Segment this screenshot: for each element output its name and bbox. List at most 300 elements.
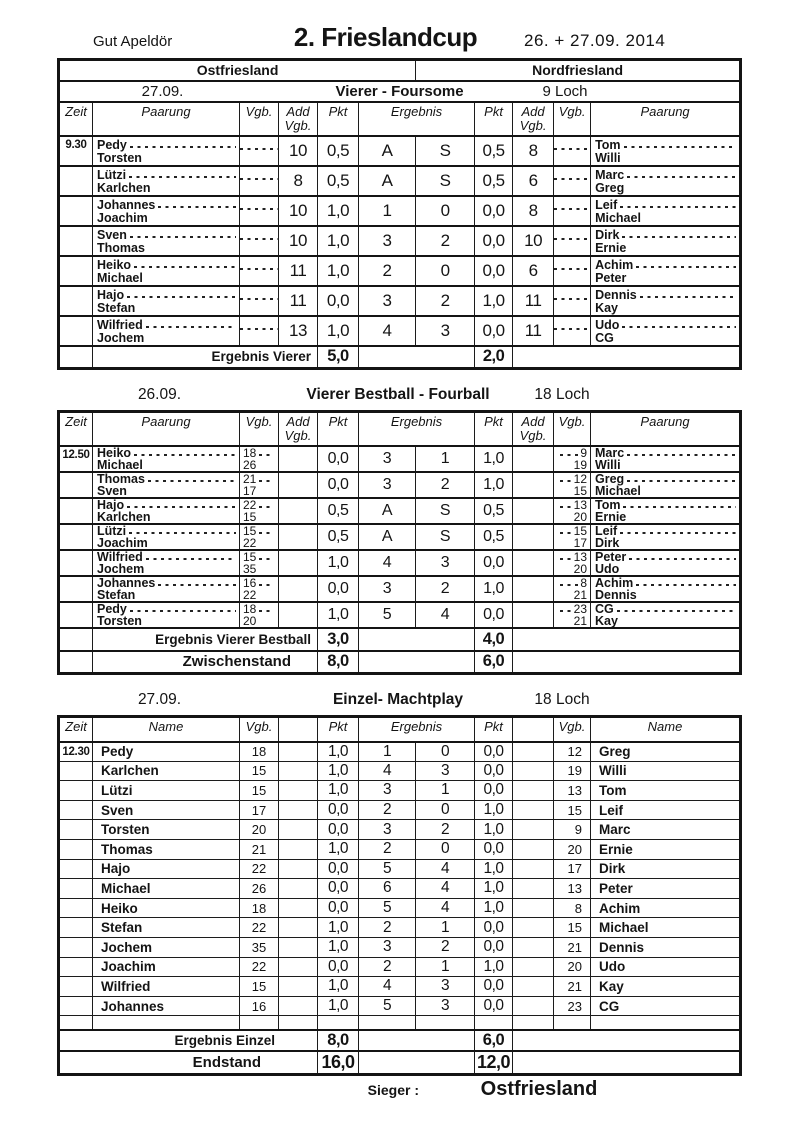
result-up: A <box>359 136 416 166</box>
handicap-dots <box>554 136 591 166</box>
subtotal-row <box>59 651 741 674</box>
pair-names <box>591 227 739 255</box>
points-left: 0,0 <box>318 576 359 602</box>
handicap: 16 <box>243 576 257 590</box>
tee-time <box>59 286 93 316</box>
col-paarung-right: Paarung <box>591 102 741 136</box>
player-name-right: Udo <box>591 957 741 977</box>
result-remaining: 2 <box>416 576 475 602</box>
result-label: Ergebnis Einzel <box>59 1030 318 1051</box>
handicap-left: 22 <box>240 859 279 879</box>
player-name-right: Peter <box>591 879 741 899</box>
points-left: 1,0 <box>318 937 359 957</box>
winner-name: Ostfriesland <box>480 1077 598 1100</box>
round-holes: 18 Loch <box>534 386 590 403</box>
player-name-right: Michael <box>591 918 741 938</box>
club-name: Gut Apeldör <box>93 33 173 50</box>
player-name-left: Michael <box>93 879 240 899</box>
tee-time: 12.30 <box>59 742 93 762</box>
event-date: 26. + 27.09. 2014 <box>524 31 666 50</box>
col-pkt-right: Pkt <box>475 717 513 742</box>
player-name: Karlchen <box>97 180 151 195</box>
player-name: CG <box>595 602 614 616</box>
handicap-left: 22 <box>240 918 279 938</box>
points-right: 0,0 <box>475 550 513 576</box>
add-handicap-left <box>279 498 318 524</box>
col-pkt-right: Pkt <box>475 412 513 446</box>
player-name-left: Hajo <box>93 859 240 879</box>
dotted-leader <box>130 610 236 612</box>
pair-names <box>591 551 739 575</box>
handicap: 18 <box>243 446 257 460</box>
pair-names <box>93 447 239 471</box>
handicap: 20 <box>243 613 257 628</box>
handicap: 12 <box>573 472 587 486</box>
pair-names <box>93 603 239 627</box>
result-remaining: 3 <box>416 316 475 346</box>
tee-time <box>59 898 93 918</box>
add-handicap-right: 11 <box>513 316 554 346</box>
col-addvgb-right: Add Vgb. <box>513 412 554 446</box>
handicap-pair <box>554 576 591 602</box>
add-handicap-right <box>513 761 554 781</box>
singles-row <box>59 761 741 781</box>
final-points-left: 16,0 <box>318 1051 359 1075</box>
col-addvgb-right: Add Vgb. <box>513 102 554 136</box>
result-remaining: 0 <box>416 196 475 226</box>
col-addvgb-left <box>279 717 318 742</box>
pairing-left <box>93 446 240 472</box>
result-up: 3 <box>359 937 416 957</box>
player-name: Dirk <box>595 535 620 550</box>
points-right: 1,0 <box>475 957 513 977</box>
pairing-right <box>591 472 741 498</box>
add-handicap-right: 6 <box>513 256 554 286</box>
pair-names <box>591 525 739 549</box>
player-name: Kay <box>595 300 619 315</box>
points-right: 1,0 <box>475 898 513 918</box>
result-up: 4 <box>359 550 416 576</box>
add-handicap-left <box>279 761 318 781</box>
dotted-leader <box>259 558 274 560</box>
player-name-right: Greg <box>591 742 741 762</box>
dotted-leader <box>240 238 278 240</box>
pairing-row <box>59 576 741 602</box>
pairing-right <box>591 316 741 346</box>
handicap: 22 <box>243 587 257 602</box>
handicap-right: 20 <box>554 957 591 977</box>
dotted-leader <box>627 454 736 456</box>
handicap-left: 15 <box>240 781 279 801</box>
result-up: 3 <box>359 286 416 316</box>
dotted-leader <box>259 532 274 534</box>
player-name-right: Ernie <box>591 839 741 859</box>
tee-time <box>59 937 93 957</box>
handicap-left: 16 <box>240 996 279 1016</box>
handicap-right: 21 <box>554 977 591 997</box>
points-right: 0,0 <box>475 977 513 997</box>
result-remaining: 3 <box>416 996 475 1016</box>
pair-names <box>93 551 239 575</box>
tee-time <box>59 226 93 256</box>
dotted-leader <box>240 268 278 270</box>
round-info-row <box>59 81 741 102</box>
dotted-leader <box>158 206 236 208</box>
add-handicap-left <box>279 550 318 576</box>
player-name: Achim <box>595 576 634 590</box>
singles-row <box>59 879 741 899</box>
handicap: 15 <box>243 509 257 524</box>
handicap: 21 <box>573 613 587 628</box>
result-remaining: 3 <box>416 550 475 576</box>
handicap: 15 <box>243 524 257 538</box>
handicap-right: 23 <box>554 996 591 1016</box>
player-name: Thomas <box>97 472 145 486</box>
col-pkt-left: Pkt <box>318 102 359 136</box>
dotted-leader <box>554 208 590 210</box>
singles-row <box>59 977 741 997</box>
points-left: 1,0 <box>318 918 359 938</box>
tee-time <box>59 256 93 286</box>
add-handicap-left <box>279 781 318 801</box>
add-handicap-right: 10 <box>513 226 554 256</box>
handicap-left: 18 <box>240 898 279 918</box>
handicap-left: 21 <box>240 839 279 859</box>
player-name: Kay <box>595 613 618 628</box>
result-remaining: 1 <box>416 957 475 977</box>
pair-names <box>93 317 239 345</box>
dotted-leader <box>636 584 736 586</box>
add-handicap-right <box>513 820 554 840</box>
player-name: Johannes <box>97 197 156 212</box>
player-name: Karlchen <box>97 509 151 524</box>
player-name: Lützi <box>97 167 127 182</box>
handicap: 15 <box>573 483 587 498</box>
dotted-leader <box>617 610 736 612</box>
singles-row <box>59 918 741 938</box>
pairing-right <box>591 498 741 524</box>
handicap-dots <box>240 196 279 226</box>
add-handicap-left: 10 <box>279 136 318 166</box>
points-right: 1,0 <box>475 820 513 840</box>
handicap-pair <box>554 524 591 550</box>
pair-names <box>93 499 239 523</box>
player-name-left: Karlchen <box>93 761 240 781</box>
result-remaining: S <box>416 166 475 196</box>
handicap: 35 <box>243 561 257 576</box>
dotted-leader <box>624 146 737 148</box>
points-right: 0,0 <box>475 742 513 762</box>
tee-time <box>59 166 93 196</box>
player-name: Joachim <box>97 535 148 550</box>
player-name: Ernie <box>595 240 627 255</box>
singles-row <box>59 742 741 762</box>
pair-names <box>591 317 739 345</box>
handicap: 20 <box>573 509 587 524</box>
handicap-pair <box>554 550 591 576</box>
handicap: 8 <box>580 576 587 590</box>
team-left: Ostfriesland <box>59 60 416 81</box>
dotted-leader <box>560 558 573 560</box>
player-name: Hajo <box>97 498 125 512</box>
result-remaining: 3 <box>416 977 475 997</box>
add-handicap-left <box>279 742 318 762</box>
player-name: Thomas <box>97 240 145 255</box>
col-vgb-left: Vgb. <box>240 412 279 446</box>
round-date: 27.09. <box>137 691 182 708</box>
handicap-right: 9 <box>554 820 591 840</box>
dotted-leader <box>554 268 590 270</box>
final-points-right: 12,0 <box>475 1051 513 1075</box>
player-name: Michael <box>595 210 641 225</box>
player-name-left: Wilfried <box>93 977 240 997</box>
dotted-leader <box>129 176 236 178</box>
handicap-right: 17 <box>554 859 591 879</box>
result-up: A <box>359 524 416 550</box>
pairing-left <box>93 136 240 166</box>
tee-time <box>59 550 93 576</box>
dotted-leader <box>554 178 590 180</box>
result-remaining: 4 <box>416 879 475 899</box>
dotted-leader <box>622 326 736 328</box>
pairing-row <box>59 166 741 196</box>
result-up: 2 <box>359 800 416 820</box>
add-handicap-right <box>513 550 554 576</box>
team-row <box>59 60 741 81</box>
col-name-left: Name <box>93 717 240 742</box>
team-right: Nordfriesland <box>416 60 741 81</box>
dotted-leader <box>146 558 236 560</box>
pairing-row <box>59 498 741 524</box>
dotted-leader <box>640 296 736 298</box>
handicap: 22 <box>243 535 257 550</box>
dotted-leader <box>130 146 236 148</box>
col-paarung-left: Paarung <box>93 412 240 446</box>
points-left: 1,0 <box>318 256 359 286</box>
tee-time <box>59 602 93 628</box>
result-remaining: 1 <box>416 918 475 938</box>
add-handicap-left: 8 <box>279 166 318 196</box>
singles-row <box>59 898 741 918</box>
dotted-leader <box>134 454 236 456</box>
col-addvgb-right <box>513 717 554 742</box>
add-handicap-left <box>279 576 318 602</box>
dotted-leader <box>554 238 590 240</box>
pairing-left <box>93 196 240 226</box>
player-name: Achim <box>595 257 634 272</box>
dotted-leader <box>560 532 573 534</box>
result-remaining: 0 <box>416 800 475 820</box>
handicap-dots <box>554 166 591 196</box>
points-left: 0,0 <box>318 879 359 899</box>
player-name-left: Torsten <box>93 820 240 840</box>
pairing-row <box>59 472 741 498</box>
player-name: Udo <box>595 561 620 576</box>
player-name-left: Jochem <box>93 937 240 957</box>
add-handicap-left <box>279 839 318 859</box>
pair-names <box>93 257 239 285</box>
add-handicap-right <box>513 800 554 820</box>
points-right: 0,0 <box>475 781 513 801</box>
col-vgb-right: Vgb. <box>554 412 591 446</box>
dotted-leader <box>148 480 236 482</box>
tee-time <box>59 781 93 801</box>
result-remaining: S <box>416 498 475 524</box>
player-name-left: Johannes <box>93 996 240 1016</box>
player-name: Michael <box>97 457 143 472</box>
col-paarung-right: Paarung <box>591 412 741 446</box>
player-name: Jochem <box>97 330 145 345</box>
handicap-dots <box>240 166 279 196</box>
pairing-left <box>93 226 240 256</box>
add-handicap-left <box>279 977 318 997</box>
singles-row <box>59 839 741 859</box>
dotted-leader <box>554 328 590 330</box>
pair-names <box>93 197 239 225</box>
dotted-leader <box>560 584 579 586</box>
points-right: 0,5 <box>475 166 513 196</box>
col-zeit: Zeit <box>59 717 93 742</box>
col-zeit: Zeit <box>59 412 93 446</box>
add-handicap-left <box>279 446 318 472</box>
subtotal-points-right: 6,0 <box>475 651 513 674</box>
add-handicap-left <box>279 996 318 1016</box>
add-handicap-left: 10 <box>279 196 318 226</box>
player-name-right: Dirk <box>591 859 741 879</box>
handicap: 20 <box>573 561 587 576</box>
points-right: 0,0 <box>475 918 513 938</box>
player-name-left: Sven <box>93 800 240 820</box>
dotted-leader <box>623 506 736 508</box>
col-ergebnis: Ergebnis <box>359 102 475 136</box>
result-label: Ergebnis Vierer <box>93 346 318 369</box>
handicap-pair <box>240 472 279 498</box>
singles-row <box>59 820 741 840</box>
player-name: Heiko <box>97 257 132 272</box>
dotted-leader <box>158 584 236 586</box>
points-left: 1,0 <box>318 761 359 781</box>
round-date: 27.09. <box>141 82 184 100</box>
dotted-leader <box>240 148 278 150</box>
player-name: Leif <box>595 524 618 538</box>
pair-names <box>591 603 739 627</box>
dotted-leader <box>620 206 736 208</box>
handicap-right: 20 <box>554 839 591 859</box>
add-handicap-right <box>513 742 554 762</box>
points-left: 0,5 <box>318 524 359 550</box>
subtotal-points-left: 8,0 <box>318 651 359 674</box>
player-name: Udo <box>595 317 620 332</box>
result-up: 1 <box>359 196 416 226</box>
final-label: Endstand <box>59 1051 318 1075</box>
pairing-right <box>591 286 741 316</box>
page-title: 2. Frieslandcup <box>293 22 478 52</box>
handicap: 9 <box>580 446 587 460</box>
pair-names <box>591 197 739 225</box>
player-name-left: Thomas <box>93 839 240 859</box>
pairing-left <box>93 316 240 346</box>
points-right: 0,5 <box>475 498 513 524</box>
pair-names <box>591 167 739 195</box>
pairing-right <box>591 550 741 576</box>
handicap-pair <box>554 602 591 628</box>
result-up: 3 <box>359 226 416 256</box>
player-name: Peter <box>595 550 627 564</box>
player-name-right: Achim <box>591 898 741 918</box>
player-name: Wilfried <box>97 317 143 332</box>
result-up: 1 <box>359 742 416 762</box>
handicap-dots <box>240 316 279 346</box>
result-up: 5 <box>359 898 416 918</box>
result-row-bestball <box>59 628 741 651</box>
handicap: 22 <box>243 498 257 512</box>
result-up: 5 <box>359 859 416 879</box>
pair-names <box>93 287 239 315</box>
result-remaining: 4 <box>416 898 475 918</box>
handicap-left: 22 <box>240 957 279 977</box>
player-name: Pedy <box>97 602 127 616</box>
dotted-leader <box>560 480 573 482</box>
player-name: Heiko <box>97 446 132 460</box>
handicap-right: 15 <box>554 800 591 820</box>
points-left: 0,0 <box>318 286 359 316</box>
pair-names <box>591 577 739 601</box>
result-up: 3 <box>359 446 416 472</box>
player-name: Hajo <box>97 287 125 302</box>
bestball-section-header <box>57 386 739 406</box>
handicap: 15 <box>243 550 257 564</box>
column-header-row <box>59 412 741 446</box>
handicap-dots <box>554 226 591 256</box>
tee-time <box>59 498 93 524</box>
handicap-right: 13 <box>554 781 591 801</box>
add-handicap-right <box>513 996 554 1016</box>
add-handicap-right <box>513 977 554 997</box>
pairing-left <box>93 256 240 286</box>
points-left: 0,0 <box>318 859 359 879</box>
round-title: Vierer Bestball - Fourball <box>306 386 490 403</box>
add-handicap-right <box>513 446 554 472</box>
pairing-left <box>93 602 240 628</box>
player-name: Marc <box>595 167 625 182</box>
pairing-right <box>591 136 741 166</box>
result-remaining: 0 <box>416 742 475 762</box>
dotted-leader <box>259 506 274 508</box>
result-row-foursome <box>59 346 741 369</box>
result-remaining: 2 <box>416 472 475 498</box>
tee-time: 9.30 <box>59 136 93 166</box>
singles-row <box>59 781 741 801</box>
result-remaining: 0 <box>416 256 475 286</box>
pairing-row <box>59 602 741 628</box>
dotted-leader <box>636 266 736 268</box>
points-left: 0,0 <box>318 898 359 918</box>
add-handicap-left <box>279 937 318 957</box>
col-zeit: Zeit <box>59 102 93 136</box>
handicap: 13 <box>573 550 587 564</box>
pairing-row <box>59 136 741 166</box>
pairing-left <box>93 498 240 524</box>
dotted-leader <box>560 454 579 456</box>
winner-footer <box>57 1078 739 1101</box>
player-name: Tom <box>595 137 621 152</box>
tee-time <box>59 859 93 879</box>
col-ergebnis: Ergebnis <box>359 717 475 742</box>
add-handicap-right: 6 <box>513 166 554 196</box>
einzel-table <box>57 715 742 1076</box>
pairing-right <box>591 446 741 472</box>
col-vgb-right: Vgb. <box>554 717 591 742</box>
